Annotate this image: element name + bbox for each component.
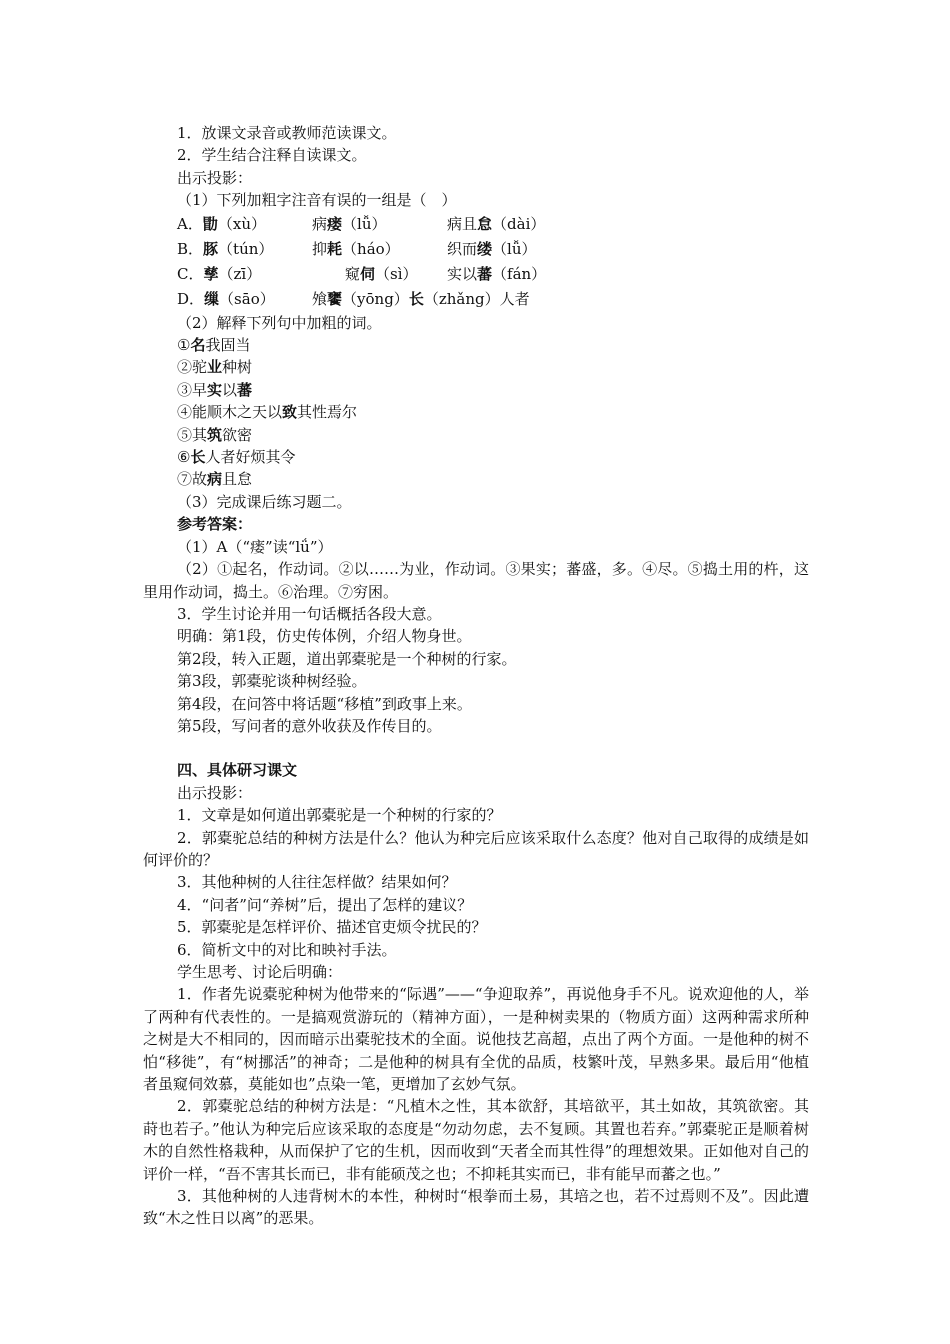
study-question-5: 5．郭橐驼是怎样评价、描述官吏烦令扰民的？ (177, 918, 487, 937)
section-spacer (143, 737, 809, 759)
show-projection-2: 出示投影： (177, 783, 253, 802)
answer-1: （1）A（“瘘”读“lǘ”） (177, 537, 333, 556)
question-2: （2）解释下列句中加粗的词。 (177, 313, 382, 332)
word-1: ①名我固当 (177, 336, 251, 355)
clarify-seg5: 第5段，写问者的意外收获及作传目的。 (177, 716, 442, 735)
option-d: D．缫（sāo） 飧饔（yōng）长（zhǎng）人者 (177, 289, 530, 308)
word-3: ③早实以蕃 (177, 380, 253, 399)
step-1: 1．放课文录音或教师范读课文。 (177, 124, 397, 142)
study-question-2: 2．郭橐驼总结的种树方法是什么？他认为种完后应该采取什么态度？他对自己取得的成绩是如何评价的？ (143, 828, 809, 869)
option-b: B．豚（tún） 抑耗（háo） 织而缕（lǚ） (177, 239, 537, 258)
answer-2: （2）①起名，作动词。②以……为业，作动词。③果实；蕃盛，多。④尽。⑤捣土用的杵，这里用作动词，捣土。⑥治理。⑦穷困。 (143, 560, 809, 601)
study-answer-2: 2．郭橐驼总结的种树方法是：“凡植木之性，其本欲舒，其培欲平，其土如故，其筑欲密。其莳也若子。”他认为种完后应该采取的态度是“勿动勿虑，去不复顾。其置也若弃。”郭橐驼正是顺着树木的自然性格栽种，从而保护了它的生机，因而收到“天者全而其性得”的理想效果。正如他对自己的评价一样，“吾不害其长而已，非有能硕茂之也；不抑耗其实而已，非有能早而蕃之也。” (143, 1097, 809, 1183)
word-2: ②驼业种树 (177, 358, 253, 377)
word-5: ⑤其筑欲密 (177, 425, 253, 444)
study-question-6: 6．简析文中的对比和映衬手法。 (177, 940, 397, 959)
question-1: （1）下列加粗字注音有误的一组是（ ） (177, 191, 457, 210)
clarify-seg2: 第2段，转入正题，道出郭橐驼是一个种树的行家。 (177, 649, 517, 668)
clarify-seg3: 第3段，郭橐驼谈种树经验。 (177, 672, 367, 691)
document-body (143, 122, 809, 1230)
question-3: （3）完成课后练习题二。 (177, 492, 352, 511)
answer-title: 参考答案： (177, 515, 253, 534)
clarify-seg1: 明确：第1段，仿史传体例，介绍人物身世。 (177, 627, 472, 646)
study-question-3: 3．其他种树的人往往怎样做？结果如何？ (177, 873, 457, 892)
study-question-4: 4．“问者”问“养树”后，提出了怎样的建议？ (177, 895, 473, 914)
step-3: 3．学生讨论并用一句话概括各段大意。 (177, 604, 442, 623)
word-6: ⑥长人者好烦其令 (177, 448, 296, 467)
clarify-seg4: 第4段，在问答中将话题“移植”到政事上来。 (177, 694, 472, 713)
section-heading: 四、具体研习课文 (177, 761, 298, 780)
step-2: 2．学生结合注释自读课文。 (177, 146, 367, 165)
word-4: ④能顺木之天以致其性焉尔 (177, 403, 358, 422)
option-a: A．勖（xù） 病瘘（lǚ） 病且怠（dài） (177, 214, 546, 233)
study-answer-1: 1．作者先说橐驼种树为他带来的“际遇”——“争迎取养”，再说他身手不凡。说欢迎他的人，举了两种有代表性的。一是搞观赏游玩的（精神方面），一是种树卖果的（物质方面）这两种需求所种之树是大不相同的，因而暗示出橐驼技术的全面。说他技艺高超，点出了两个方面。一是他种的树不怕“移徙”，有“树挪活”的神奇；二是他种的树具有全优的品质，枝繁叶茂，早熟多果。最后用“他植者虽窥伺效慕，莫能如也”点染一笔，更增加了玄妙气氛。 (143, 985, 809, 1094)
discuss-intro: 学生思考、讨论后明确： (177, 963, 343, 981)
show-projection: 出示投影： (177, 168, 253, 187)
study-question-1: 1．文章是如何道出郭橐驼是一个种树的行家的？ (177, 806, 502, 825)
word-7: ⑦故病且怠 (177, 470, 253, 489)
study-answer-3: 3．其他种树的人违背树木的本性，种树时“根拳而土易，其培之也，若不过焉则不及”。因此遭致“木之性日以离”的恶果。 (143, 1187, 809, 1228)
option-c: C．孳（zī） 窥伺（sì） 实以蕃（fán） (177, 264, 547, 283)
